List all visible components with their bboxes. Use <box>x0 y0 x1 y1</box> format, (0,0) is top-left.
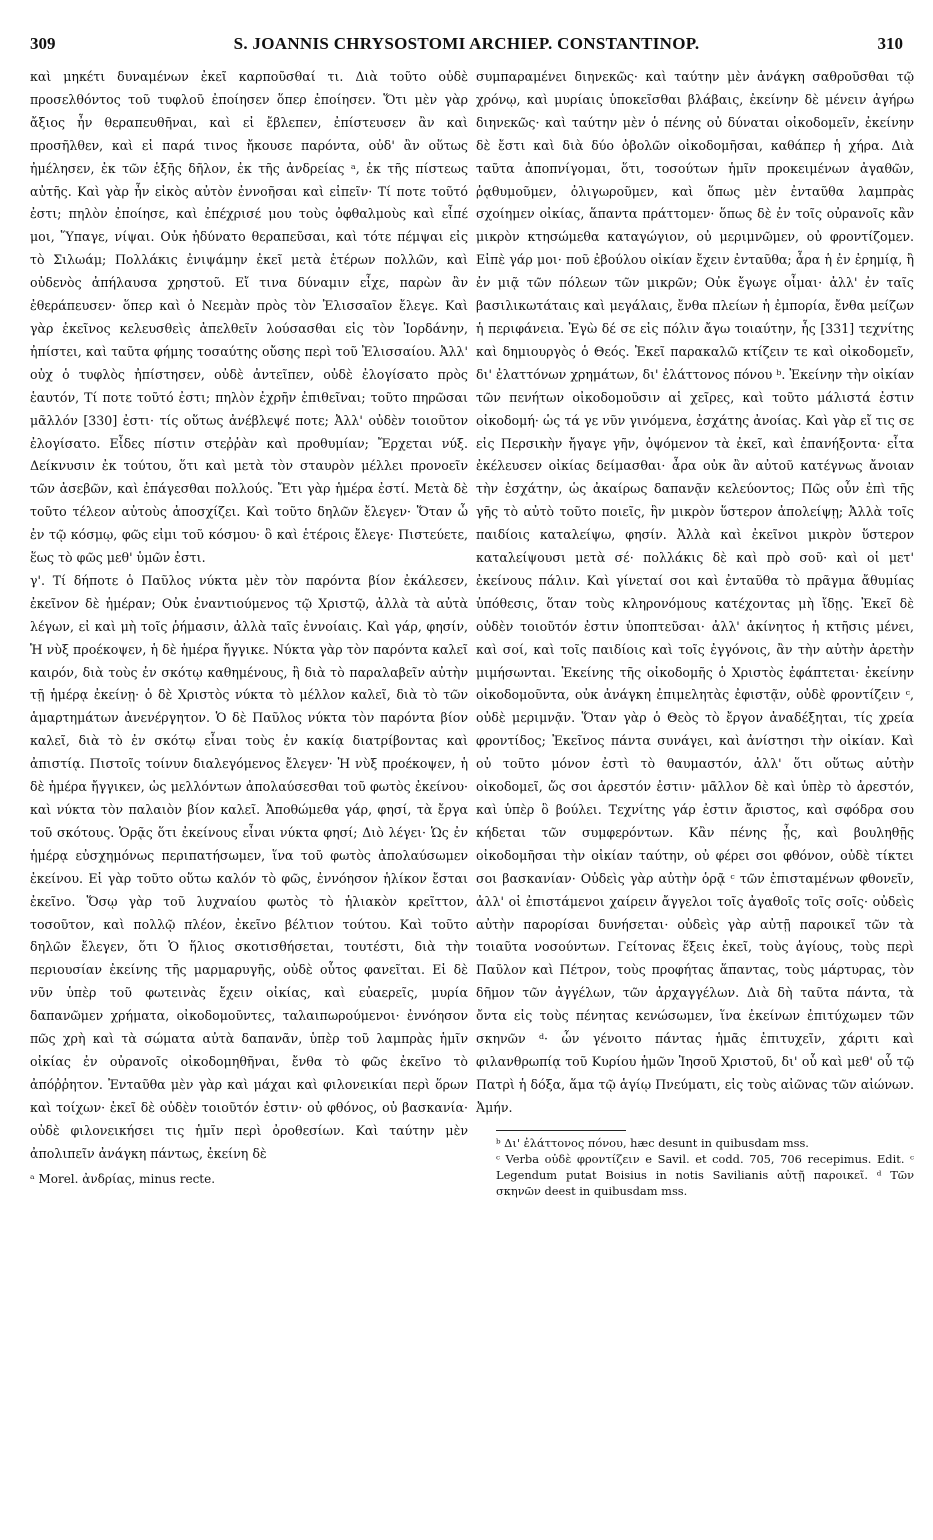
footnote-b: ᵇ Δι' ἐλάττονος πόνου, hæc desunt in quibusdam mss. <box>496 1135 809 1150</box>
page-header <box>30 34 903 56</box>
page-number-right: 310 <box>877 34 903 53</box>
paragraph-1: καὶ μηκέτι δυναμένων ἐκεῖ καρποῦσθαί τι. Διὰ τοῦτο οὐδὲ προσελθόντος τοῦ τυφλοῦ ἐποίησεν ὅπερ ἐποίησεν. Ὅτι μὲν γὰρ ἄξιος ἦν θεραπευθῆναι, καὶ εἰ ἔβλεπεν, ἐπίστευσεν ἂν καὶ προσῆλθεν, καὶ εἰ παρά τινος ἤκουσε παρόντα, οὐδ' ἂν οὕτως ἠμέλησεν, ἐκ τῶν ἑξῆς δῆλον, ἐκ τῆς ἀνδρείας ᵃ, ἐκ τῆς πίστεως αὐτῆς. Καὶ γὰρ ἦν εἰκὸς αὐτὸν ἐννοῆσαι καὶ εἰπεῖν· Τί ποτε τοῦτό ἐστι; πηλὸν ἐποίησε, καὶ ἐπέχρισέ μου τοὺς ὀφθαλμοὺς καὶ εἶπέ μοι, Ὕπαγε, νίψαι. Οὐκ ἠδύνατο θεραπεῦσαι, καὶ τότε πέμψαι εἰς τὸ Σιλωάμ; Πολλάκις ἐνιψάμην ἐκεῖ μετὰ ἑτέρων πολλῶν, καὶ οὐδενὸς ἀπήλαυσα χρηστοῦ. Εἴ τινα δύναμιν εἶχε, παρὼν ἂν ἐθεράπευσεν· ὅπερ καὶ ὁ Νεεμὰν πρὸς τὸν Ἐλισσαῖον ἔλεγε. Καὶ γὰρ ἐκεῖνος κελευσθεὶς ἀπελθεῖν λούσασθαι εἰς τὸν Ἰορδάνην, ἠπίστει, καὶ ταῦτα φήμης τοσαύτης οὔσης περὶ τοῦ Ἐλισσαίου. Ἀλλ' οὐχ ὁ τυφλὸς ἠπίστησεν, οὐδὲ ἀντεῖπεν, οὐδὲ ἐλογίσατο πρὸς ἑαυτόν, Τί ποτε τοῦτό ἐστι; πηλὸν ἐχρῆν ἐπιθεῖναι; τοῦτο πηρῶσαι μᾶλλόν [330] ἐστι· τίς οὕτως ἀνέβλεψέ ποτε; Ἀλλ' οὐδὲν τοιοῦτον ἐλογίσατο. Εἶδες πίστιν στεῤῥὰν καὶ προθυμίαν; Ἔρχεται νύξ. Δείκνυσιν ἐκ τούτου, ὅτι καὶ μετὰ τὸν σταυρὸν μέλλει προνοεῖν τῶν ἀσεβῶν, καὶ ἐπάγεσθαι πολλούς. Ἔτι γὰρ ἡμέρα ἐστί. Μετὰ δὲ τοῦτο τέλεον αὐτοὺς ἀποσχίζει. Καὶ τοῦτο δηλῶν ἔλεγεν· Ὅταν ὦ ἐν τῷ κόσμῳ, φῶς εἰμι τοῦ κόσμου· ὃ καὶ ἑτέροις ἔλεγε· Πιστεύετε, ἕως τὸ φῶς μεθ' ὑμῶν ἐστι. <box>30 69 468 566</box>
footnotes <box>496 1135 914 1200</box>
footnote-divider <box>496 1130 626 1131</box>
page-number-left: 309 <box>30 34 56 53</box>
right-column <box>476 66 914 1200</box>
footnote-a: ᵃ Morel. ἀνδρίας, minus recte. <box>30 1171 216 1186</box>
running-title: S. JOANNIS CHRYSOSTOMI ARCHIEP. CONSTANTINOP. <box>233 34 700 53</box>
footnote-c-d: ᶜ Verba οὐδὲ φροντίζειν e Savil. et codd. 705, 706 recepimus. Edit. ᶜ Legendum putat Boisius in notis Savilianis αὐτῇ παροικεῖ. ᵈ Τῶν σκηνῶν deest in quibusdam mss. <box>496 1151 914 1199</box>
left-column <box>30 66 468 1188</box>
paragraph-3: συμπαραμένει διηνεκῶς· καὶ ταύτην μὲν ἀνάγκη σαθροῦσθαι τῷ χρόνῳ, καὶ μυρίαις ὑποκεῖσθαι βλάβαις, ἐκείνην δὲ μένειν ἀγήρω διηνεκῶς· καὶ ταύτην μὲν ὁ πένης οὐ δύναται οἰκοδομεῖν, ἐκείνην δὲ ἔστι καὶ διὰ δύο ὀβολῶν οἰκοδομῆσαι, καθάπερ ἡ χήρα. Διὰ ταῦτα ἀποπνίγομαι, ὅτι, τοσούτων ἡμῖν προκειμένων ἀγαθῶν, ῥᾳθυμοῦμεν, ὀλιγωροῦμεν, καὶ ὅπως μὲν ἐνταῦθα λαμπρὰς σχοίημεν οἰκίας, ἅπαντα πράττομεν· ὅπως δὲ ἐν τοῖς οὐρανοῖς κἂν μικρὸν κτησώμεθα καταγώγιον, οὐ μεριμνῶμεν, οὐ φροντίζομεν. Εἰπὲ γάρ μοι· ποῦ ἐβούλου οἰκίαν ἔχειν ἐνταῦθα; ἆρα ἡ ἐν ἐρημίᾳ, ἢ ἐν μιᾷ τῶν πόλεων τῶν μικρῶν; Οὐκ ἔγωγε οἶμαι· ἀλλ' ἐν ταῖς βασιλικωτάταις καὶ μεγάλαις, ἔνθα πλείων ἡ ἐμπορία, ἔνθα μείζων ἡ περιφάνεια. Ἐγὼ δέ σε εἰς πόλιν ἄγω τοιαύτην, ἧς [331] τεχνίτης καὶ δημιουργὸς ὁ Θεός. Ἐκεῖ παρακαλῶ κτίζειν τε καὶ οἰκοδομεῖν, δι' ἐλαττόνων χρημάτων, δι' ἐλάττονος πόνου ᵇ. Ἐκείνην τὴν οἰκίαν τῶν πενήτων οἰκοδομοῦσιν αἱ χεῖρες, καὶ τοῦτο μάλιστά ἐστιν οἰκοδομή· ὡς τά γε νῦν γινόμενα, ἐσχάτης ἀνοίας. Καὶ γὰρ εἴ τις σε εἰς Περσικὴν ἤγαγε γῆν, ὀψόμενον τὰ ἐκεῖ, καὶ ἐπανήξοντα· εἶτα ἐκέλευσεν οἰκίας δείμασθαι· ἆρα οὐκ ἂν αὐτοῦ κατέγνως ἄνοιαν τὴν ἐσχάτην, ὡς ἀκαίρως δαπανᾷν κελεύοντος; Πῶς οὖν ἐπὶ τῆς γῆς τὸ αὐτὸ τοῦτο ποιεῖς, ἣν μικρὸν ὕστερον ἀπολείψῃ; Ἀλλὰ τοῖς παιδίοις καταλείψω, φησίν. Ἀλλὰ καὶ ἐκεῖνοι μικρὸν ὕστερον καταλείψουσι μετὰ σέ· πολλάκις δὲ καὶ πρὸ σοῦ· καὶ οἱ μετ' ἐκείνους πάλιν. Καὶ γίνεταί σοι καὶ ἐνταῦθα τὸ πρᾶγμα ἄθυμίας ὑπόθεσις, ὅταν τοὺς κληρονόμους κατέχοντας μὴ ἴδῃς. Ἐκεῖ δὲ οὐδὲν τοιοῦτόν ἐστιν ὑποπτεῦσαι· ἀλλ' ἀκίνητος ἡ κτῆσις μένει, καὶ σοί, καὶ τοῖς παιδίοις καὶ τοῖς ἐγγόνοις, ἂν τὴν αὐτὴν ἀρετὴν μιμήσωνται. Ἐκείνης τῆς οἰκοδομῆς ὁ Χριστὸς ἐφάπτεται· ἐκείνην οἰκοδομοῦντα, οὐκ ἀνάγκη ἐπιμελητὰς ἐφιστᾷν, οὐδὲ φροντίζειν ᶜ, οὐδὲ μεριμνᾷν. Ὅταν γὰρ ὁ Θεὸς τὸ ἔργον ἀναδέξηται, τίς χρεία φροντίδος; Ἐκεῖνος πάντα συνάγει, καὶ ἀνίστησι τὴν οἰκίαν. Καὶ οὐ τοῦτο μόνον ἐστὶ τὸ θαυμαστόν, ἀλλ' ὅτι οὕτως αὐτὴν οἰκοδομεῖ, ὥς σοι ἀρεστόν ἐστιν· μᾶλλον δὲ καὶ ὑπὲρ τὸ ἀρεστόν, καὶ ὑπὲρ ὃ βούλει. Τεχνίτης γάρ ἐστιν ἄριστος, καὶ σφόδρα σου κήδεται τῶν συμφερόντων. Κἂν πένης ᾖς, καὶ βουληθῇς οἰκοδομῆσαι τὴν οἰκίαν ταύτην, οὐ φέρει σοι φθόνον, οὐδὲ τίκτει σοι βασκανίαν· Οὐδεὶς γὰρ αὐτὴν ὁρᾷ ᶜ τῶν ἐπισταμένων φθονεῖν, ἀλλ' οἱ ἐπιστάμενοι χαίρειν ἄγγελοι τοῖς ἀγαθοῖς τοῖς σοῖς· οὐδεὶς αὐτὴν παρορίσαι δυνήσεται· οὐδεὶς γὰρ αὐτῇ παροικεῖ τῶν τὰ τοιαῦτα νοσούντων. Γείτονας ἕξεις ἐκεῖ, τοὺς ἁγίους, τοὺς περὶ Παῦλον καὶ Πέτρον, τοὺς προφήτας ἅπαντας, τοὺς μάρτυρας, τὸν δῆμον τῶν ἀγγέλων, τῶν ἀρχαγγέλων. Διὰ δὴ ταῦτα πάντα, τὰ ὄντα εἰς τοὺς πένητας κενώσωμεν, ἵνα ἐκείνων ἐπιτύχωμεν τῶν σκηνῶν ᵈ· ὧν γένοιτο πάντας ἡμᾶς ἐπιτυχεῖν, χάριτι καὶ φιλανθρωπίᾳ τοῦ Κυρίου ἡμῶν Ἰησοῦ Χριστοῦ, δι' οὗ καὶ μεθ' οὗ τῷ Πατρὶ ἡ δόξα, ἅμα τῷ ἁγίῳ Πνεύματι, εἰς τοὺς αἰῶνας τῶν αἰώνων. Ἀμήν. <box>476 69 914 1115</box>
paragraph-2: γ'. Τί δήποτε ὁ Παῦλος νύκτα μὲν τὸν παρόντα βίον ἐκάλεσεν, ἐκεῖνον δὲ ἡμέραν; Οὐκ ἐναντιούμενος τῷ Χριστῷ, ἀλλὰ τὰ αὐτὰ λέγων, εἰ καὶ μὴ τοῖς ῥήμασιν, ἀλλὰ ταῖς ἐννοίαις. Καὶ γάρ, φησίν, Ἡ νὺξ προέκοψεν, ἡ δὲ ἡμέρα ἤγγικε. Νύκτα γὰρ τὸν παρόντα καλεῖ καιρόν, διὰ τοὺς ἐν σκότῳ καθημένους, ἢ διὰ τὸ παραλαβεῖν αὐτὴν τῇ ἡμέρᾳ ἐκείνῃ· ὁ δὲ Χριστὸς νύκτα τὸ μέλλον καλεῖ, διὰ τὸ τῶν ἁμαρτημάτων ἀνενέργητον. Ὁ δὲ Παῦλος νύκτα τὸν παρόντα βίον καλεῖ, διὰ τὸ ἐν σκότῳ εἶναι τοὺς ἐν κακίᾳ διατρίβοντας καὶ ἀπιστίᾳ. Πιστοῖς τοίνυν διαλεγόμενος ἔλεγεν· Ἡ νὺξ προέκοψεν, ἡ δὲ ἡμέρα ἤγγικεν, ὡς μελλόντων ἀπολαύσεσθαι τοῦ φωτὸς ἐκείνου· καὶ νύκτα τὸν παλαιὸν βίον καλεῖ. Ἀποθώμεθα γάρ, φησί, τὰ ἔργα τοῦ σκότους. Ὁρᾷς ὅτι ἐκείνους εἶναι νύκτα φησί; Διὸ λέγει· Ὡς ἐν ἡμέρᾳ εὐσχημόνως περιπατήσωμεν, ἵνα τοῦ φωτὸς ἀπολαύσωμεν ἐκείνου. Εἰ γὰρ τοῦτο οὕτω καλόν τὸ φῶς, ἐννόησον ἡλίκον ἔσται ἐκεῖνο. Ὅσῳ γὰρ τοῦ λυχναίου φωτὸς τὸ ἡλιακὸν κρεῖττον, τοσοῦτον, καὶ πολλῷ πλέον, ἐκεῖνο βέλτιον τούτου. Καὶ τοῦτο δηλῶν ἔλεγεν, ὅτι Ὁ ἥλιος σκοτισθήσεται, τουτέστι, διὰ τὴν περιουσίαν ἐκείνης τῆς μαρμαρυγῆς, οὐδὲ οὗτος φανεῖται. Εἰ δὲ νῦν ὑπὲρ τοῦ φωτεινὰς ἔχειν οἰκίας, καὶ εὐαερεῖς, μυρία δαπανῶμεν χρήματα, οἰκοδομοῦντες, ταλαιπωρούμενοι· ἐννόησον πῶς χρὴ καὶ τὰ σώματα αὐτὰ δαπανᾶν, ὑπὲρ τοῦ λαμπρὰς ἡμῖν οἰκίας ἐν οὐρανοῖς οἰκοδομηθῆναι, ἔνθα τὸ φῶς ἐκεῖνο τὸ ἀπόῤῥητον. Ἐνταῦθα μὲν γὰρ καὶ μάχαι καὶ φιλονεικίαι περὶ ὅρων καὶ τοίχων· ἐκεῖ δὲ οὐδὲν τοιοῦτόν ἐστιν· οὐ φθόνος, οὐ βασκανία· οὐδὲ φιλονεικήσει τις ἡμῖν περὶ ὀροθεσίων. Καὶ ταύτην μὲν ἀπολιπεῖν ἀνάγκη πάντως, ἐκείνη δὲ <box>30 572 468 1161</box>
